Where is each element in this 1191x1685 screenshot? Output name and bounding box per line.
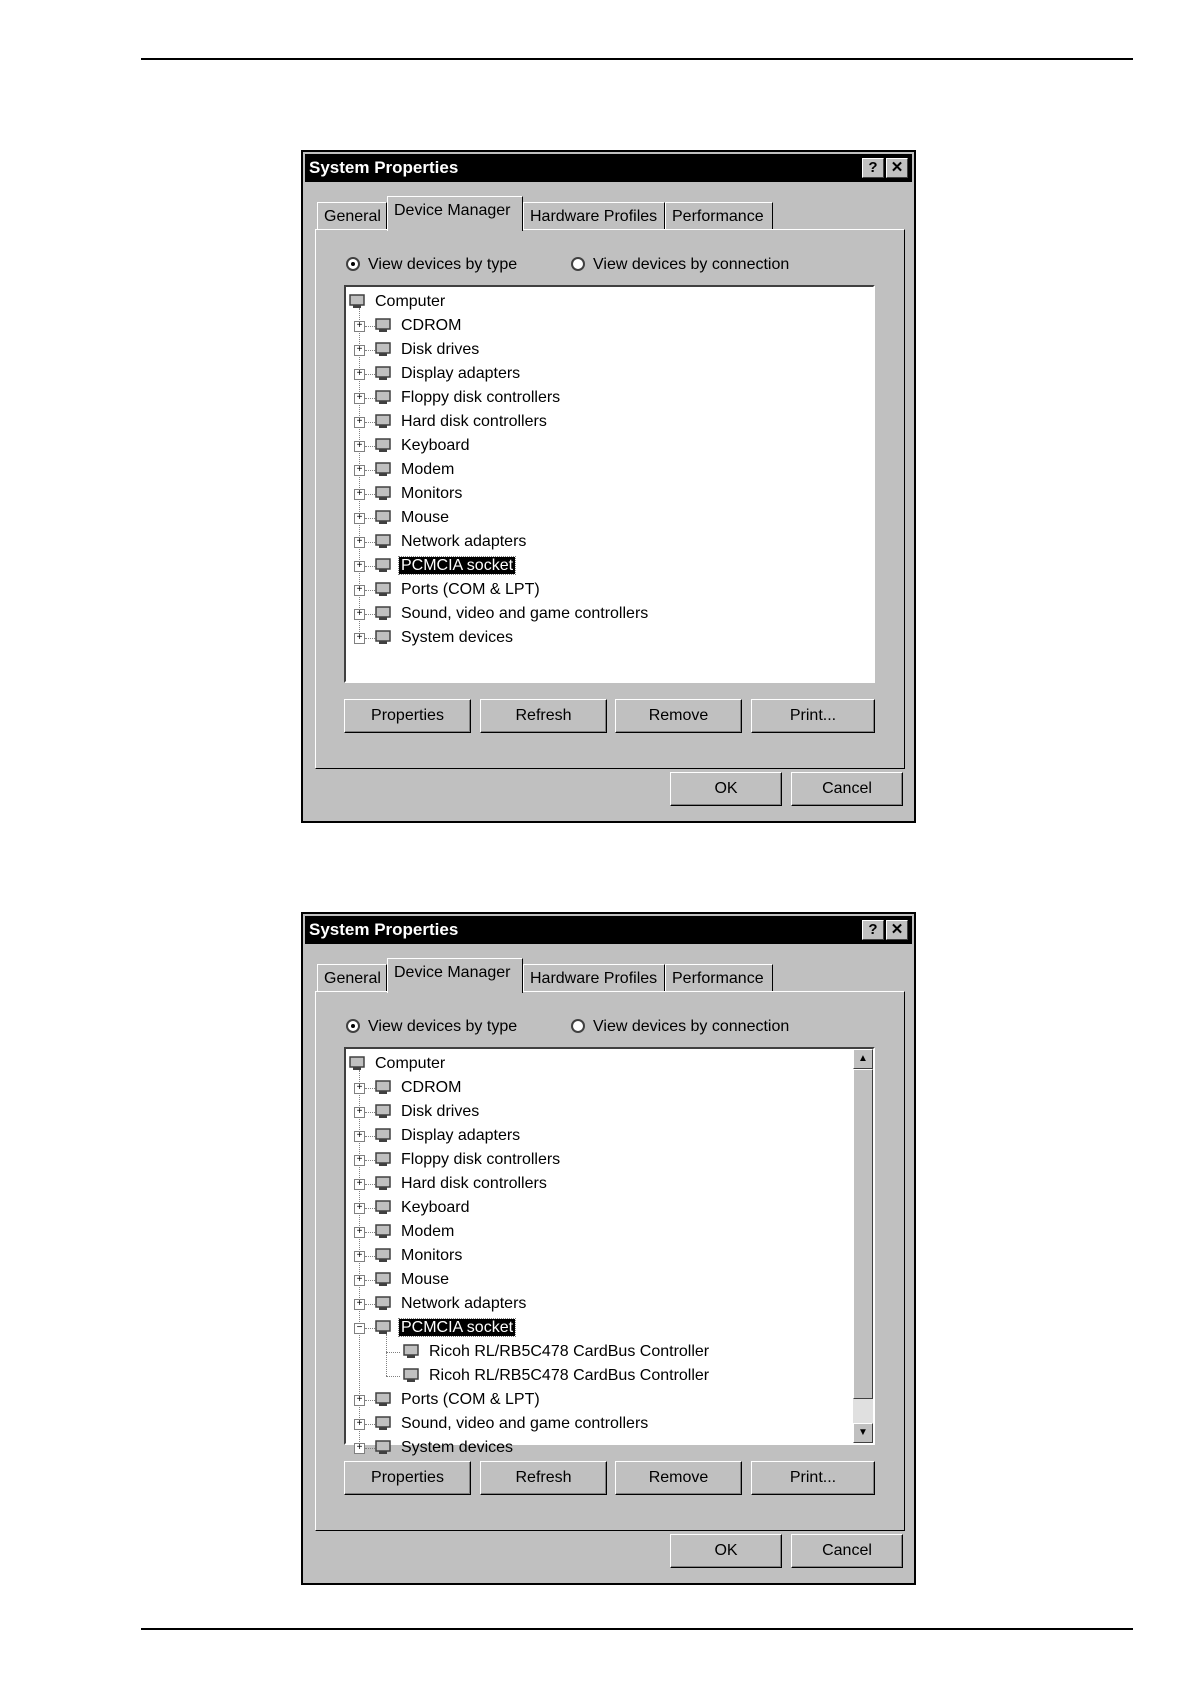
remove-button[interactable]: Remove [615,1461,742,1495]
system-properties-dialog-2 [301,912,916,1585]
device-icon [374,461,392,477]
tree-connector [365,1088,375,1089]
close-button[interactable]: ✕ [886,158,908,178]
expand-icon[interactable]: + [354,1443,365,1454]
radio-label: View devices by connection [593,256,790,273]
tree-connector [386,1376,400,1377]
tab-general[interactable]: General [317,964,387,992]
tree-label: Network adapters [401,1295,527,1312]
vertical-scrollbar[interactable] [853,1049,873,1443]
device-icon [374,1271,392,1287]
expand-icon[interactable]: + [354,1227,365,1238]
tree-connector [386,1352,400,1353]
device-icon [374,1079,392,1095]
tab-device-manager[interactable]: Device Manager [387,958,523,993]
tree-category[interactable] [374,1173,549,1195]
tree-label: CDROM [401,1079,462,1096]
tree-connector [365,494,375,495]
tree-category[interactable] [374,459,456,481]
tree-root[interactable] [348,1053,447,1075]
device-icon [374,1151,392,1167]
pcmcia-card-icon [402,1367,420,1383]
tree-label: Sound, video and game controllers [401,1415,649,1432]
tree-connector [365,470,375,471]
tree-label: Floppy disk controllers [401,389,561,406]
tree-category[interactable] [374,1221,456,1243]
tree-connector [365,1448,375,1449]
tree-category[interactable] [374,339,481,361]
ok-button[interactable]: OK [670,772,782,806]
tree-category[interactable] [374,1317,515,1339]
tree-category[interactable] [374,1293,528,1315]
computer-icon [348,293,366,309]
tree-connector [365,1424,375,1425]
tree-connector [365,1112,375,1113]
tree-label: System devices [401,629,514,646]
device-icon [374,1415,392,1431]
tree-root[interactable] [348,291,447,313]
device-manager-panel [315,229,905,769]
help-button[interactable]: ? [862,158,884,178]
device-icon [374,1127,392,1143]
expand-icon[interactable]: + [354,1251,365,1262]
tree-label: Modem [401,1223,455,1240]
cancel-button[interactable]: Cancel [791,772,903,806]
device-icon [374,413,392,429]
tree-category[interactable] [374,579,542,601]
tree-category[interactable] [374,483,464,505]
tree-connector [365,590,375,591]
tree-device[interactable] [402,1341,711,1363]
collapse-icon[interactable]: − [354,1323,365,1334]
tree-category[interactable] [374,1413,650,1435]
bottom-rule [141,1628,1133,1630]
radio-checked-icon [346,1019,360,1033]
expand-icon[interactable]: + [354,1395,365,1406]
tree-connector [365,614,375,615]
tree-category[interactable] [374,1077,463,1099]
expand-icon[interactable]: + [354,633,365,644]
device-icon [374,1391,392,1407]
tree-label: Sound, video and game controllers [401,605,649,622]
tree-label: Floppy disk controllers [401,1151,561,1168]
device-icon [374,1103,392,1119]
tree-connector [386,1334,387,1376]
expand-icon[interactable]: + [354,465,365,476]
tree-label: Ports (COM & LPT) [401,581,540,598]
tree-label: Hard disk controllers [401,413,547,430]
tree-connector [365,398,375,399]
tree-connector [365,1208,375,1209]
scroll-down-arrow-icon[interactable]: ▼ [853,1423,873,1443]
tree-connector [365,1160,375,1161]
title-bar [305,916,912,944]
refresh-button[interactable]: Refresh [480,1461,607,1495]
properties-button[interactable]: Properties [344,699,471,733]
tree-connector [365,1184,375,1185]
tree-category[interactable] [374,603,650,625]
device-icon [374,557,392,573]
device-icon [374,509,392,525]
refresh-button[interactable]: Refresh [480,699,607,733]
scroll-up-arrow-icon[interactable]: ▲ [853,1049,873,1069]
tree-label: Keyboard [401,1199,470,1216]
expand-icon[interactable]: + [354,1155,365,1166]
expand-icon[interactable]: + [354,369,365,380]
tree-label: Computer [375,1055,446,1072]
tree-label: Display adapters [401,365,521,382]
tree-category[interactable] [374,363,522,385]
tree-label: Modem [401,461,455,478]
device-tree[interactable] [344,285,875,683]
tab-general[interactable]: General [317,202,387,230]
tree-device[interactable] [402,1365,711,1387]
tree-category[interactable] [374,387,562,409]
tree-category[interactable] [374,1389,542,1411]
tree-category[interactable] [374,1197,472,1219]
tree-category[interactable] [374,435,472,457]
ok-button[interactable]: OK [670,1534,782,1568]
tree-connector [365,1280,375,1281]
tree-category[interactable] [374,1149,562,1171]
tree-connector [365,422,375,423]
device-icon [374,581,392,597]
device-icon [374,1175,392,1191]
device-icon [374,365,392,381]
device-icon [374,341,392,357]
top-rule [141,58,1133,60]
device-icon [374,389,392,405]
device-icon [374,1247,392,1263]
tree-label: Monitors [401,485,463,502]
expand-icon[interactable]: + [354,345,365,356]
tab-hardware-profiles[interactable]: Hardware Profiles [523,964,665,992]
device-icon [374,437,392,453]
tree-connector [365,1256,375,1257]
cancel-button[interactable]: Cancel [791,1534,903,1568]
tab-performance[interactable]: Performance [665,202,773,230]
radio-label: View devices by type [368,256,518,273]
radio-view-by-type[interactable] [346,1018,517,1036]
tree-label: Network adapters [401,533,527,550]
dialog-title: System Properties [309,158,459,177]
tree-label: PCMCIA socket [401,557,514,574]
title-bar [305,154,912,182]
device-icon [374,533,392,549]
tree-label: Computer [375,293,446,310]
remove-button[interactable]: Remove [615,699,742,733]
expand-icon[interactable]: + [354,321,365,332]
device-icon [374,1223,392,1239]
tree-category[interactable] [374,315,463,337]
expand-icon[interactable]: + [354,1203,365,1214]
tree-connector [365,542,375,543]
tree-category[interactable] [374,531,528,553]
device-tree[interactable] [344,1047,875,1456]
tree-connector [365,518,375,519]
dialog-title: System Properties [309,920,459,939]
radio-label: View devices by connection [593,1018,790,1035]
help-button[interactable]: ? [862,920,884,940]
radio-label: View devices by type [368,1018,518,1035]
expand-icon[interactable]: + [354,1419,365,1430]
device-icon [374,1295,392,1311]
device-icon [374,629,392,645]
radio-view-by-connection[interactable] [571,256,789,274]
tree-connector [365,446,375,447]
tree-connector [365,1400,375,1401]
tree-connector [365,638,375,639]
expand-icon[interactable]: + [354,441,365,452]
tree-category[interactable] [374,507,451,529]
tree-label: Disk drives [401,341,480,358]
tree-connector [365,374,375,375]
tree-category[interactable] [374,1125,522,1147]
pcmcia-card-icon [402,1343,420,1359]
expand-icon[interactable]: + [354,1083,365,1094]
tree-label: Hard disk controllers [401,1175,547,1192]
expand-icon[interactable]: + [354,1299,365,1310]
device-icon [374,317,392,333]
expand-icon[interactable]: + [354,1275,365,1286]
device-icon [374,1319,392,1335]
tree-label: Mouse [401,509,450,526]
tree-label: Monitors [401,1247,463,1264]
expand-icon[interactable]: + [354,489,365,500]
radio-view-by-type[interactable] [346,256,517,274]
tab-device-manager[interactable]: Device Manager [387,196,523,231]
tree-label: PCMCIA socket [401,1319,514,1336]
tree-connector [365,350,375,351]
tree-category[interactable] [374,1269,451,1291]
system-properties-dialog-1 [301,150,916,823]
tree-label: Ricoh RL/RB5C478 CardBus Controller [429,1343,710,1360]
tree-connector [365,1232,375,1233]
radio-checked-icon [346,257,360,271]
tree-category[interactable] [374,1101,481,1123]
tree-connector [365,1304,375,1305]
tree-connector [365,326,375,327]
computer-icon [348,1055,366,1071]
tree-category[interactable] [374,1437,515,1459]
tree-label: Disk drives [401,1103,480,1120]
device-icon [374,1439,392,1455]
expand-icon[interactable]: + [354,417,365,428]
expand-icon[interactable]: + [354,585,365,596]
tree-category[interactable] [374,555,515,577]
radio-view-by-connection[interactable] [571,1018,789,1036]
expand-icon[interactable]: + [354,513,365,524]
device-manager-panel [315,991,905,1531]
expand-icon[interactable]: + [354,1107,365,1118]
print-button[interactable]: Print... [751,699,875,733]
expand-icon[interactable]: + [354,1179,365,1190]
tree-label: System devices [401,1439,514,1456]
device-icon [374,605,392,621]
tree-label: Keyboard [401,437,470,454]
tree-connector [365,1136,375,1137]
print-button[interactable]: Print... [751,1461,875,1495]
tree-category[interactable] [374,1245,464,1267]
device-icon [374,1199,392,1215]
tree-label: CDROM [401,317,462,334]
expand-icon[interactable]: + [354,537,365,548]
tree-label: Ricoh RL/RB5C478 CardBus Controller [429,1367,710,1384]
radio-unchecked-icon [571,257,585,271]
tab-hardware-profiles[interactable]: Hardware Profiles [523,202,665,230]
device-icon [374,485,392,501]
tree-category[interactable] [374,627,515,649]
tree-connector [365,566,375,567]
tree-label: Mouse [401,1271,450,1288]
expand-icon[interactable]: + [354,609,365,620]
tree-label: Ports (COM & LPT) [401,1391,540,1408]
expand-icon[interactable]: + [354,561,365,572]
properties-button[interactable]: Properties [344,1461,471,1495]
tab-performance[interactable]: Performance [665,964,773,992]
tree-connector [365,1328,375,1329]
expand-icon[interactable]: + [354,1131,365,1142]
tree-category[interactable] [374,411,549,433]
radio-unchecked-icon [571,1019,585,1033]
close-button[interactable]: ✕ [886,920,908,940]
expand-icon[interactable]: + [354,393,365,404]
tree-label: Display adapters [401,1127,521,1144]
scroll-thumb[interactable] [853,1069,873,1399]
